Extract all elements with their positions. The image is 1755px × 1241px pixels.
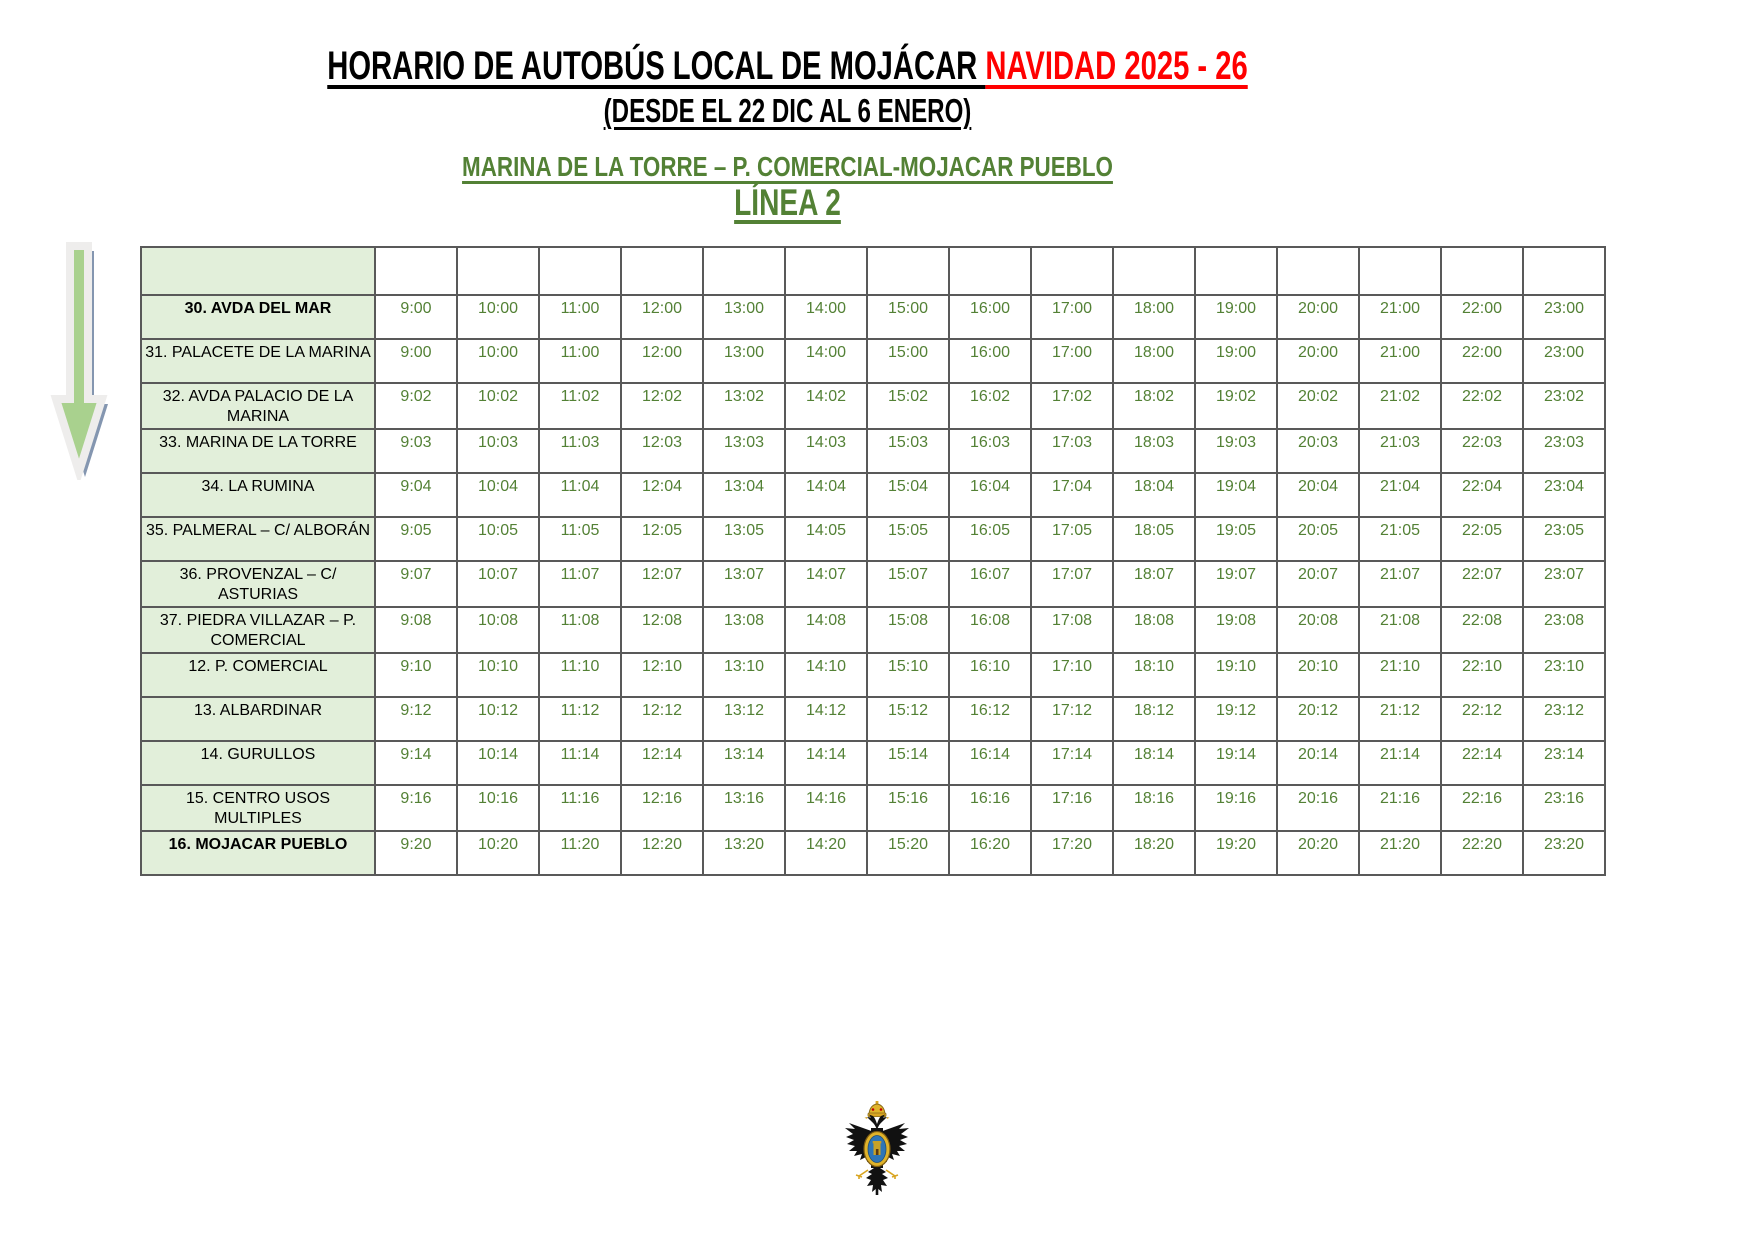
header-time-cell [1277,247,1359,295]
time-cell: 22:14 [1441,741,1523,785]
time-cell: 16:20 [949,831,1031,875]
time-cell: 12:02 [621,383,703,429]
stop-name-cell: 31. PALACETE DE LA MARINA [141,339,375,383]
time-cell: 21:08 [1359,607,1441,653]
schedule-table [140,246,1606,876]
time-cell: 9:05 [375,517,457,561]
time-cell: 15:02 [867,383,949,429]
time-cell: 9:00 [375,295,457,339]
time-cell: 14:10 [785,653,867,697]
time-cell: 12:00 [621,339,703,383]
header-time-cell [1031,247,1113,295]
time-cell: 13:16 [703,785,785,831]
time-cell: 17:07 [1031,561,1113,607]
time-cell: 10:14 [457,741,539,785]
time-cell: 15:05 [867,517,949,561]
time-cell: 14:14 [785,741,867,785]
time-cell: 10:02 [457,383,539,429]
time-cell: 23:12 [1523,697,1605,741]
time-cell: 10:20 [457,831,539,875]
header-time-cell [457,247,539,295]
time-cell: 13:12 [703,697,785,741]
time-cell: 11:10 [539,653,621,697]
time-cell: 22:07 [1441,561,1523,607]
header-time-cell [949,247,1031,295]
schedule-row [141,741,1605,785]
time-cell: 14:04 [785,473,867,517]
time-cell: 9:14 [375,741,457,785]
time-cell: 18:08 [1113,607,1195,653]
time-cell: 21:16 [1359,785,1441,831]
time-cell: 10:05 [457,517,539,561]
header-time-cell [539,247,621,295]
time-cell: 23:00 [1523,339,1605,383]
time-cell: 20:14 [1277,741,1359,785]
time-cell: 21:14 [1359,741,1441,785]
time-cell: 12:04 [621,473,703,517]
time-cell: 16:10 [949,653,1031,697]
time-cell: 19:00 [1195,339,1277,383]
time-cell: 23:02 [1523,383,1605,429]
time-cell: 17:03 [1031,429,1113,473]
time-cell: 16:12 [949,697,1031,741]
stop-name-cell: 30. AVDA DEL MAR [141,295,375,339]
time-cell: 13:03 [703,429,785,473]
time-cell: 12:08 [621,607,703,653]
time-cell: 11:05 [539,517,621,561]
time-cell: 11:16 [539,785,621,831]
stop-name-cell: 16. MOJACAR PUEBLO [141,831,375,875]
time-cell: 20:08 [1277,607,1359,653]
time-cell: 18:04 [1113,473,1195,517]
time-cell: 11:02 [539,383,621,429]
time-cell: 17:10 [1031,653,1113,697]
schedule-row [141,561,1605,607]
time-cell: 9:04 [375,473,457,517]
time-cell: 19:04 [1195,473,1277,517]
schedule-row [141,473,1605,517]
schedule-row [141,383,1605,429]
time-cell: 12:10 [621,653,703,697]
time-cell: 13:05 [703,517,785,561]
time-cell: 16:00 [949,295,1031,339]
time-cell: 18:05 [1113,517,1195,561]
time-cell: 14:03 [785,429,867,473]
time-cell: 11:00 [539,339,621,383]
time-cell: 14:12 [785,697,867,741]
header-time-cell [1359,247,1441,295]
time-cell: 13:07 [703,561,785,607]
time-cell: 23:04 [1523,473,1605,517]
schedule-row [141,697,1605,741]
time-cell: 19:08 [1195,607,1277,653]
time-cell: 16:16 [949,785,1031,831]
time-cell: 9:00 [375,339,457,383]
time-cell: 10:03 [457,429,539,473]
schedule-row [141,429,1605,473]
time-cell: 16:08 [949,607,1031,653]
time-cell: 22:00 [1441,339,1523,383]
time-cell: 21:10 [1359,653,1441,697]
header-time-cell [621,247,703,295]
route-heading: MARINA DE LA TORRE – P. COMERCIAL-MOJACAR PUEBLO [462,151,1113,182]
time-cell: 13:00 [703,339,785,383]
time-cell: 20:00 [1277,339,1359,383]
time-cell: 20:02 [1277,383,1359,429]
time-cell: 13:20 [703,831,785,875]
header-time-cell [1195,247,1277,295]
time-cell: 21:07 [1359,561,1441,607]
time-cell: 10:10 [457,653,539,697]
time-cell: 10:00 [457,295,539,339]
stop-name-cell: 33. MARINA DE LA TORRE [141,429,375,473]
time-cell: 12:12 [621,697,703,741]
schedule-row [141,653,1605,697]
time-cell: 15:14 [867,741,949,785]
page-title-black-text: HORARIO DE AUTOBÚS LOCAL DE MOJÁCAR [327,44,986,88]
line-heading: LÍNEA 2 [734,182,841,223]
time-cell: 18:03 [1113,429,1195,473]
time-cell: 17:04 [1031,473,1113,517]
time-cell: 12:14 [621,741,703,785]
time-cell: 16:02 [949,383,1031,429]
schedule-row [141,607,1605,653]
time-cell: 17:16 [1031,785,1113,831]
time-cell: 15:00 [867,339,949,383]
time-cell: 13:14 [703,741,785,785]
time-cell: 17:12 [1031,697,1113,741]
time-cell: 23:10 [1523,653,1605,697]
time-cell: 20:05 [1277,517,1359,561]
time-cell: 15:10 [867,653,949,697]
time-cell: 15:16 [867,785,949,831]
time-cell: 11:20 [539,831,621,875]
time-cell: 19:00 [1195,295,1277,339]
time-cell: 18:02 [1113,383,1195,429]
header-time-cell [1441,247,1523,295]
stop-name-cell: 37. PIEDRA VILLAZAR – P. COMERCIAL [141,607,375,653]
time-cell: 15:00 [867,295,949,339]
time-cell: 21:05 [1359,517,1441,561]
time-cell: 22:00 [1441,295,1523,339]
time-cell: 16:03 [949,429,1031,473]
time-cell: 20:07 [1277,561,1359,607]
time-cell: 23:16 [1523,785,1605,831]
time-cell: 16:07 [949,561,1031,607]
time-cell: 11:03 [539,429,621,473]
time-cell: 20:04 [1277,473,1359,517]
stop-name-cell: 15. CENTRO USOS MULTIPLES [141,785,375,831]
time-cell: 21:12 [1359,697,1441,741]
time-cell: 21:02 [1359,383,1441,429]
time-cell: 23:14 [1523,741,1605,785]
time-cell: 12:03 [621,429,703,473]
schedule-row [141,831,1605,875]
time-cell: 12:16 [621,785,703,831]
header-time-cell [1113,247,1195,295]
page-title [213,44,1363,89]
time-cell: 11:07 [539,561,621,607]
time-cell: 22:02 [1441,383,1523,429]
time-cell: 21:20 [1359,831,1441,875]
time-cell: 14:02 [785,383,867,429]
time-cell: 17:02 [1031,383,1113,429]
time-cell: 18:14 [1113,741,1195,785]
time-cell: 16:00 [949,339,1031,383]
time-cell: 18:00 [1113,339,1195,383]
time-cell: 23:08 [1523,607,1605,653]
time-cell: 10:12 [457,697,539,741]
time-cell: 18:16 [1113,785,1195,831]
page-subtitle: (DESDE EL 22 DIC AL 6 ENERO) [603,92,972,129]
schedule-row [141,785,1605,831]
header-stop-cell [141,247,375,295]
time-cell: 11:04 [539,473,621,517]
time-cell: 21:00 [1359,295,1441,339]
stop-name-cell: 32. AVDA PALACIO DE LA MARINA [141,383,375,429]
time-cell: 13:04 [703,473,785,517]
time-cell: 23:03 [1523,429,1605,473]
header-time-cell [867,247,949,295]
time-cell: 9:08 [375,607,457,653]
time-cell: 19:10 [1195,653,1277,697]
stop-name-cell: 13. ALBARDINAR [141,697,375,741]
time-cell: 19:16 [1195,785,1277,831]
time-cell: 14:05 [785,517,867,561]
time-cell: 19:20 [1195,831,1277,875]
time-cell: 19:07 [1195,561,1277,607]
time-cell: 17:05 [1031,517,1113,561]
stop-name-cell: 34. LA RUMINA [141,473,375,517]
time-cell: 11:14 [539,741,621,785]
time-cell: 15:08 [867,607,949,653]
time-cell: 23:07 [1523,561,1605,607]
time-cell: 20:16 [1277,785,1359,831]
time-cell: 23:05 [1523,517,1605,561]
time-cell: 13:00 [703,295,785,339]
time-cell: 17:14 [1031,741,1113,785]
time-cell: 23:00 [1523,295,1605,339]
time-cell: 9:03 [375,429,457,473]
time-cell: 19:14 [1195,741,1277,785]
time-cell: 15:04 [867,473,949,517]
time-cell: 21:04 [1359,473,1441,517]
time-cell: 18:10 [1113,653,1195,697]
schedule-row [141,517,1605,561]
stop-name-cell: 35. PALMERAL – C/ ALBORÁN [141,517,375,561]
time-cell: 10:16 [457,785,539,831]
time-cell: 9:12 [375,697,457,741]
time-cell: 14:20 [785,831,867,875]
schedule-row [141,295,1605,339]
time-cell: 11:08 [539,607,621,653]
time-cell: 22:03 [1441,429,1523,473]
time-cell: 22:10 [1441,653,1523,697]
time-cell: 17:08 [1031,607,1113,653]
time-cell: 14:08 [785,607,867,653]
time-cell: 13:10 [703,653,785,697]
time-cell: 20:12 [1277,697,1359,741]
header-time-cell [1523,247,1605,295]
time-cell: 13:02 [703,383,785,429]
time-cell: 9:10 [375,653,457,697]
stop-name-cell: 36. PROVENZAL – C/ ASTURIAS [141,561,375,607]
time-cell: 16:14 [949,741,1031,785]
time-cell: 18:20 [1113,831,1195,875]
schedule-body [141,247,1605,875]
time-cell: 19:05 [1195,517,1277,561]
time-cell: 19:03 [1195,429,1277,473]
time-cell: 13:08 [703,607,785,653]
time-cell: 12:07 [621,561,703,607]
time-cell: 10:07 [457,561,539,607]
time-cell: 18:00 [1113,295,1195,339]
time-cell: 20:20 [1277,831,1359,875]
time-cell: 14:00 [785,339,867,383]
time-cell: 20:10 [1277,653,1359,697]
time-cell: 21:03 [1359,429,1441,473]
header-time-cell [703,247,785,295]
stop-name-cell: 12. P. COMERCIAL [141,653,375,697]
time-cell: 16:04 [949,473,1031,517]
header-row [141,247,1605,295]
time-cell: 12:05 [621,517,703,561]
green-down-arrow-icon [48,240,110,480]
time-cell: 15:20 [867,831,949,875]
time-cell: 11:12 [539,697,621,741]
time-cell: 23:20 [1523,831,1605,875]
time-cell: 17:00 [1031,339,1113,383]
time-cell: 9:20 [375,831,457,875]
time-cell: 9:02 [375,383,457,429]
time-cell: 14:07 [785,561,867,607]
time-cell: 22:05 [1441,517,1523,561]
time-cell: 14:16 [785,785,867,831]
time-cell: 19:12 [1195,697,1277,741]
time-cell: 18:12 [1113,697,1195,741]
header-time-cell [375,247,457,295]
mojacar-coat-of-arms [844,1100,910,1196]
header-time-cell [785,247,867,295]
time-cell: 22:08 [1441,607,1523,653]
time-cell: 18:07 [1113,561,1195,607]
time-cell: 20:00 [1277,295,1359,339]
time-cell: 10:08 [457,607,539,653]
time-cell: 16:05 [949,517,1031,561]
time-cell: 22:12 [1441,697,1523,741]
time-cell: 12:00 [621,295,703,339]
stop-name-cell: 14. GURULLOS [141,741,375,785]
time-cell: 21:00 [1359,339,1441,383]
time-cell: 12:20 [621,831,703,875]
time-cell: 15:03 [867,429,949,473]
page-title-red-text: NAVIDAD 2025 - 26 [985,44,1248,88]
time-cell: 17:20 [1031,831,1113,875]
time-cell: 22:16 [1441,785,1523,831]
time-cell: 14:00 [785,295,867,339]
time-cell: 15:07 [867,561,949,607]
time-cell: 15:12 [867,697,949,741]
time-cell: 20:03 [1277,429,1359,473]
time-cell: 9:16 [375,785,457,831]
schedule-row [141,339,1605,383]
time-cell: 10:00 [457,339,539,383]
time-cell: 22:04 [1441,473,1523,517]
time-cell: 11:00 [539,295,621,339]
time-cell: 17:00 [1031,295,1113,339]
time-cell: 9:07 [375,561,457,607]
time-cell: 22:20 [1441,831,1523,875]
time-cell: 19:02 [1195,383,1277,429]
time-cell: 10:04 [457,473,539,517]
